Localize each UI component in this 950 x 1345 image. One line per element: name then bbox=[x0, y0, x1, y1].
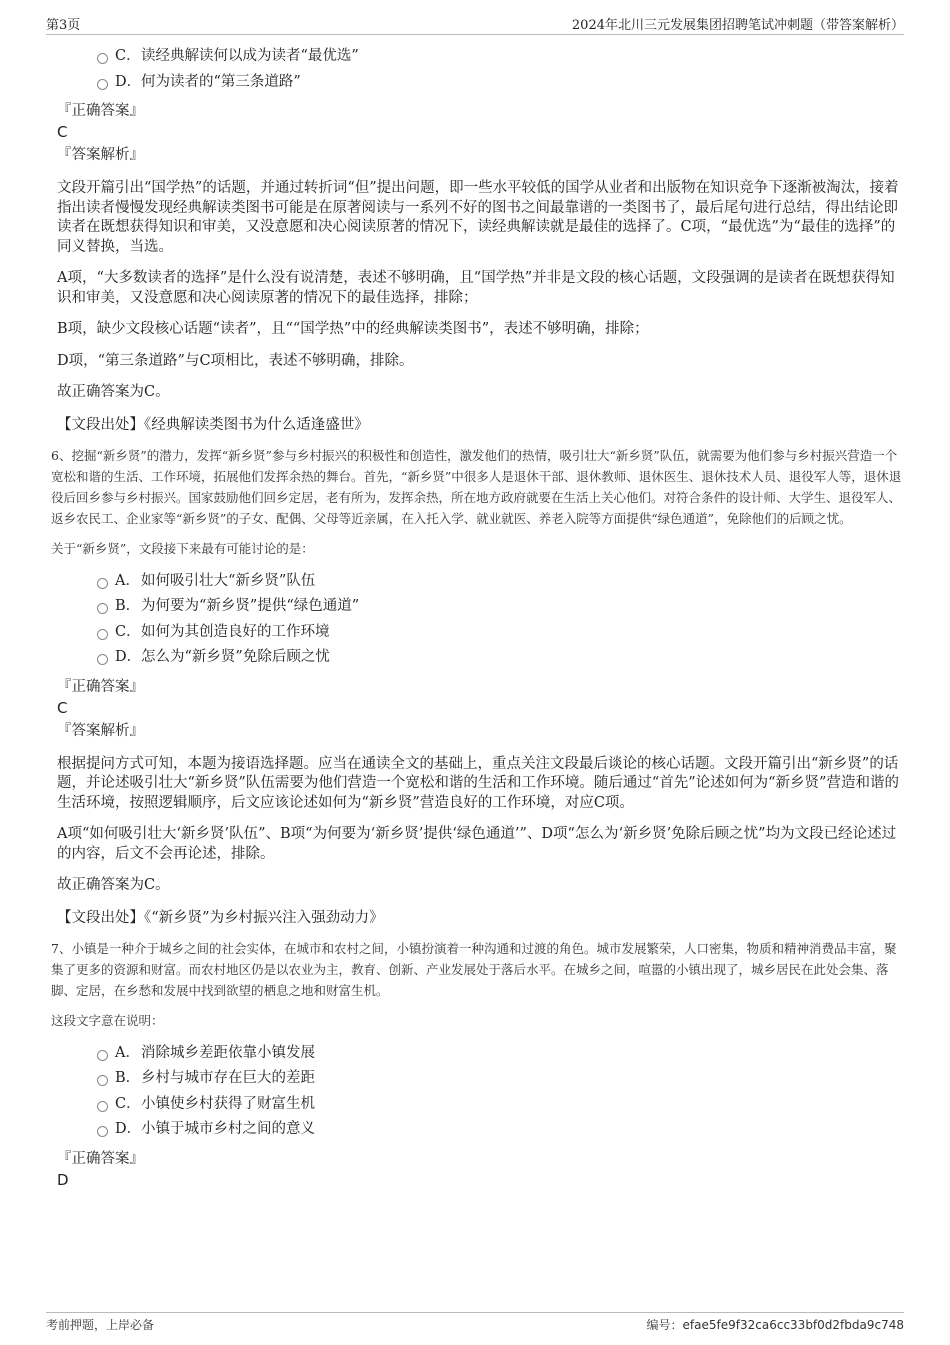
q5-analysis-para: B项，缺少文段核心话题“读者”，且““国学热”中的经典解读类图书”，表述不够明确，排除； bbox=[57, 321, 649, 337]
option-text: 小镇使乡村获得了财富生机 bbox=[141, 1095, 315, 1112]
option-letter: B． bbox=[115, 598, 141, 615]
option-text: 读经典解读何以成为读者“最优选” bbox=[141, 48, 359, 64]
q5-answer: C bbox=[57, 123, 68, 141]
option-letter: C． bbox=[115, 1095, 141, 1112]
q5-analysis-para: A项，“大多数读者的选择”是什么没有说清楚，表述不够明确，且“国学热”并非是文段的核心话题，文段强调的是读者在既想获得知识和审美，又没意愿和决心阅读原著的情况下的最佳选择，排除； bbox=[57, 270, 895, 306]
q6-analysis-para: 故正确答案为C。 bbox=[57, 877, 170, 894]
q7-option-d[interactable] bbox=[57, 1117, 903, 1143]
option-text: 如何吸引壮大“新乡贤”队伍 bbox=[141, 572, 316, 589]
q5-options bbox=[57, 44, 903, 95]
document-title: 2024年北川三元发展集团招聘笔试冲刺题（带答案解析） bbox=[571, 18, 904, 33]
q5-analysis-para: 故正确答案为C。 bbox=[57, 384, 170, 400]
q6-options bbox=[57, 569, 903, 671]
q6-analysis-para: A项“如何吸引壮大‘新乡贤’队伍”、B项“为何要为‘新乡贤’提供‘绿色通道’”、D项“怎么为‘新乡贤’免除后顾之忧”均为文段已经论述过的内容，后文不会再论述，排除。 bbox=[57, 826, 897, 862]
radio-icon[interactable] bbox=[97, 53, 108, 64]
option-letter: D． bbox=[115, 649, 142, 666]
option-text: 消除城乡差距依靠小镇发展 bbox=[141, 1044, 315, 1061]
q6-option-a[interactable] bbox=[57, 569, 903, 595]
q5-source: 【文段出处】《经典解读类图书为什么适逢盛世》 bbox=[57, 416, 369, 433]
option-text: 小镇于城市乡村之间的意义 bbox=[141, 1121, 315, 1138]
q6-option-c[interactable] bbox=[57, 620, 903, 646]
radio-icon[interactable] bbox=[97, 79, 108, 90]
q7-question: 7、小镇是一种介于城乡之间的社会实体，在城市和农村之间，小镇扮演着一种沟通和过渡的角色。城市发展繁荣，人口密集，物质和精神消费品丰富，聚集了更多的资源和财富。而农村地区仍是以农业为主，教育、创新、产业发展处于落后水平。在城乡之间，喧嚣的小镇出现了，城乡居民在此处会集、落脚、定居，在乡愁和发展中找到欲望的栖息之地和财富生机。 bbox=[51, 940, 897, 999]
q5-analysis-para: D项，“第三条道路”与C项相比，表述不够明确，排除。 bbox=[57, 352, 414, 369]
option-text: 乡村与城市存在巨大的差距 bbox=[141, 1070, 315, 1087]
option-letter: A． bbox=[115, 572, 140, 589]
radio-icon[interactable] bbox=[97, 1101, 108, 1112]
option-text: 如何为其创造良好的工作环境 bbox=[141, 623, 330, 640]
q7-prompt: 这段文字意在说明： bbox=[51, 1012, 164, 1028]
page-header bbox=[46, 14, 904, 35]
radio-icon[interactable] bbox=[97, 578, 108, 589]
q7-answer-label: 『正确答案』 bbox=[57, 1150, 144, 1167]
document-id: 编号：efae5fe9f32ca6cc33bf0d2fbda9c748 bbox=[646, 1318, 904, 1332]
radio-icon[interactable] bbox=[97, 1126, 108, 1137]
option-letter: D． bbox=[115, 1121, 142, 1138]
option-letter: C． bbox=[115, 48, 141, 64]
page-number: 第3页 bbox=[46, 18, 81, 33]
q5-option-d[interactable] bbox=[57, 70, 903, 96]
radio-icon[interactable] bbox=[97, 603, 108, 614]
radio-icon[interactable] bbox=[97, 1050, 108, 1061]
q6-prompt: 关于“新乡贤”，文段接下来最有可能讨论的是： bbox=[51, 540, 314, 556]
option-letter: C． bbox=[115, 623, 141, 640]
q6-source: 【文段出处】《“新乡贤”为乡村振兴注入强劲动力》 bbox=[57, 909, 384, 926]
q6-option-b[interactable] bbox=[57, 594, 903, 620]
option-text: 为何要为“新乡贤”提供“绿色通道” bbox=[141, 598, 360, 615]
radio-icon[interactable] bbox=[97, 1075, 108, 1086]
q6-option-d[interactable] bbox=[57, 645, 903, 671]
option-letter: D． bbox=[115, 73, 142, 90]
option-letter: A． bbox=[115, 1044, 140, 1061]
radio-icon[interactable] bbox=[97, 629, 108, 640]
option-text: 怎么为“新乡贤”免除后顾之忧 bbox=[141, 649, 330, 666]
q5-analysis-para: 文段开篇引出“国学热”的话题，并通过转折词“但”提出问题，即一些水平较低的国学从业者和出版物在知识竞争下逐渐被淘汰，接着指出读者慢慢发现经典解读类图书可能是在原著阅读与一系列不好的图书之间最靠谱的一类图书了，最后尾句进行总结，得出结论即读者在既想获得知识和审美，又没意愿和决心阅读原著的情况下，读经典解读就是最佳的选择了。C项，“最优选”为“最佳的选择”的同义替换，当选。 bbox=[57, 180, 899, 255]
q7-answer: D bbox=[57, 1170, 69, 1189]
q5-option-c[interactable] bbox=[57, 44, 903, 70]
page-footer bbox=[46, 1312, 904, 1338]
q6-answer: C bbox=[57, 698, 68, 717]
q5-answer-label: 『正确答案』 bbox=[57, 103, 144, 119]
page-content bbox=[51, 44, 903, 1190]
footer-slogan: 考前押题，上岸必备 bbox=[46, 1318, 155, 1332]
q6-question: 6、挖掘“新乡贤”的潜力，发挥“新乡贤”参与乡村振兴的积极性和创造性，激发他们的热情，吸引壮大“新乡贤”队伍，就需要为他们参与乡村振兴营造一个宽松和谐的生活、工作环境，拓展他们发挥余热的舞台。首先，“新乡贤”中很多人是退休干部、退休教师、退休医生、退休技术人员、退役军人等，退休退役后回乡参与乡村振兴。国家鼓励他们回乡定居，老有所为，发挥余热，所在地方政府就要在生活上关心他们。对符合条件的设计师、大学生、退役军人、返乡农民工、企业家等“新乡贤”的子女、配偶、父母等近亲属，在入托入学、就业就医、养老入院等方面提供“绿色通道”，免除他们的后顾之忧。 bbox=[51, 447, 902, 527]
q6-analysis-label: 『答案解析』 bbox=[57, 722, 144, 739]
option-letter: B． bbox=[115, 1070, 141, 1087]
q6-answer-label: 『正确答案』 bbox=[57, 678, 144, 695]
radio-icon[interactable] bbox=[97, 654, 108, 665]
q7-options bbox=[57, 1041, 903, 1143]
q7-option-b[interactable] bbox=[57, 1066, 903, 1092]
q5-analysis-label: 『答案解析』 bbox=[57, 147, 144, 163]
q7-option-a[interactable] bbox=[57, 1041, 903, 1067]
q7-option-c[interactable] bbox=[57, 1092, 903, 1118]
q6-analysis-para: 根据提问方式可知，本题为接语选择题。应当在通读全文的基础上，重点关注文段最后谈论的核心话题。文段开篇引出“新乡贤”的话题，并论述吸引壮大“新乡贤”队伍需要为他们营造一个宽松和谐的生活和工作环境。随后通过“首先”论述如何为“新乡贤”营造和谐的生活环境，按照逻辑顺序，后文应该论述如何为“新乡贤”营造良好的工作环境，对应C项。 bbox=[57, 755, 899, 811]
option-text: 何为读者的“第三条道路” bbox=[141, 73, 301, 90]
